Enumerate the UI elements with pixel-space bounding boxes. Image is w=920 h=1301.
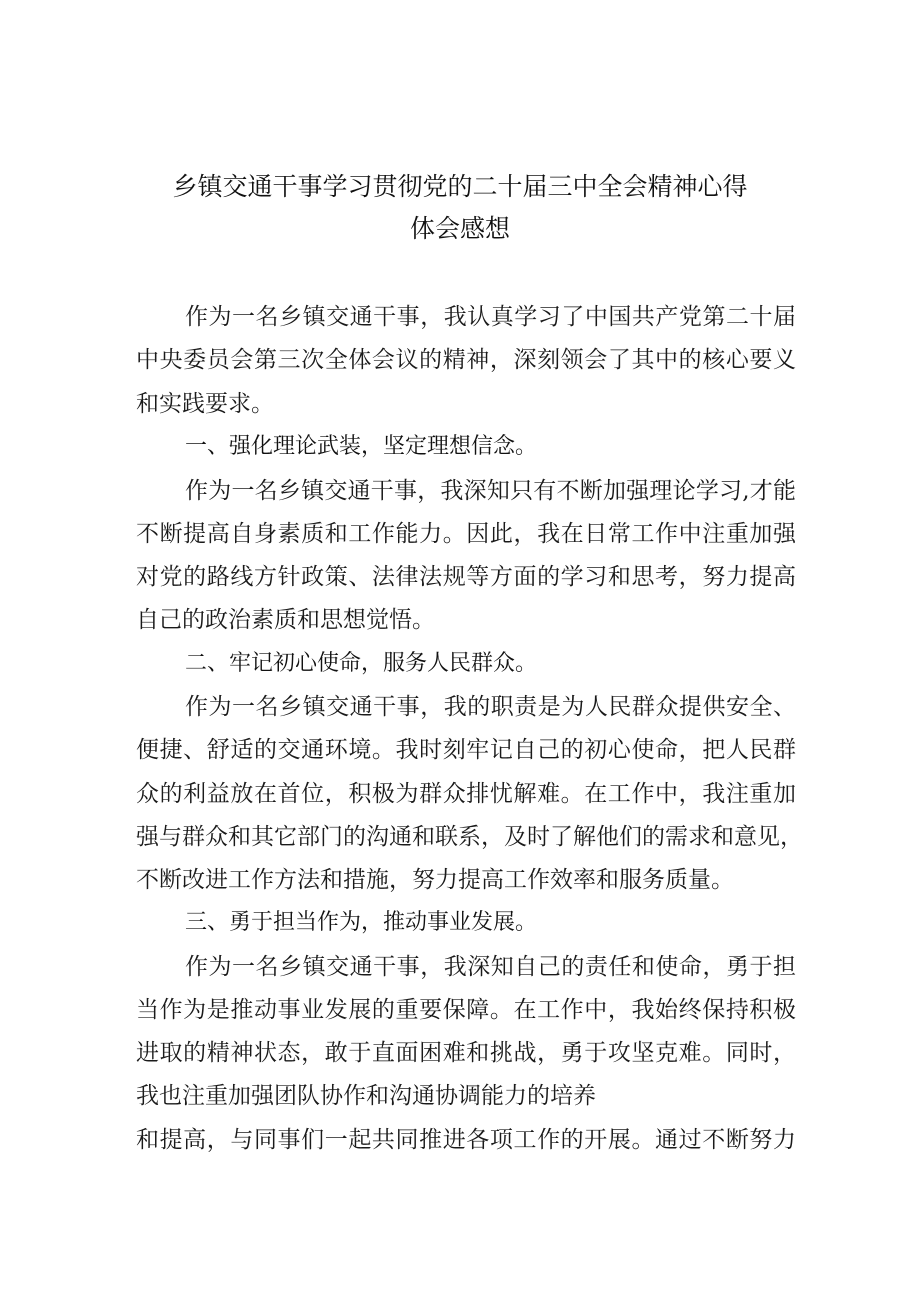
section-2-line-5: 不断改进工作方法和措施，努力提高工作效率和服务质量。	[136, 867, 734, 893]
section-2-line-3: 众的利益放在首位，积极为群众排忧解难。在工作中，我注重加	[136, 781, 796, 807]
section-3-line-3: 进取的精神状态，敢于直面困难和挑战，勇于攻坚克难。同时，	[136, 1040, 796, 1066]
intro-line-1: 作为一名乡镇交通干事，我认真学习了中国共产党第二十届	[185, 304, 796, 330]
section-1-line-2: 不断提高自身素质和工作能力。因此，我在日常工作中注重加强	[136, 521, 796, 547]
section-2-heading: 二、牢记初心使命，服务人民群众。	[185, 651, 538, 676]
section-1-line-1: 作为一名乡镇交通干事，我深知只有不断加强理论学习,才能	[185, 478, 796, 504]
section-3-line-1: 作为一名乡镇交通干事，我深知自己的责任和使命，勇于担	[185, 954, 796, 980]
document-title-line-1: 乡镇交通干事学习贯彻党的二十届三中全会精神心得	[172, 172, 748, 201]
section-3-heading: 三、勇于担当作为，推动事业发展。	[185, 910, 538, 935]
document-title-line-2: 体会感想	[409, 214, 510, 243]
section-1-heading: 一、强化理论武装，坚定理想信念。	[185, 434, 538, 459]
section-2-line-4: 强与群众和其它部门的沟通和联系，及时了解他们的需求和意见，	[136, 824, 803, 850]
intro-line-3: 和实践要求。	[136, 391, 274, 417]
section-1-line-4: 自己的政治素质和思想觉悟。	[136, 607, 435, 633]
section-1-line-3: 对党的路线方针政策、法律法规等方面的学习和思考，努力提高	[136, 564, 796, 590]
section-3-line-5: 和提高，与同事们一起共同推进各项工作的开展。通过不断努力	[136, 1127, 796, 1153]
section-2-line-2: 便捷、舒适的交通环境。我时刻牢记自己的初心使命，把人民群	[136, 737, 796, 763]
section-3-line-2: 当作为是推动事业发展的重要保障。在工作中，我始终保持积极	[136, 997, 796, 1023]
section-2-line-1: 作为一名乡镇交通干事，我的职责是为人民群众提供安全、	[185, 694, 796, 720]
intro-line-2: 中央委员会第三次全体会议的精神，深刻领会了其中的核心要义	[136, 347, 796, 373]
section-3-line-4: 我也注重加强团队协作和沟通协调能力的培养	[136, 1083, 596, 1109]
